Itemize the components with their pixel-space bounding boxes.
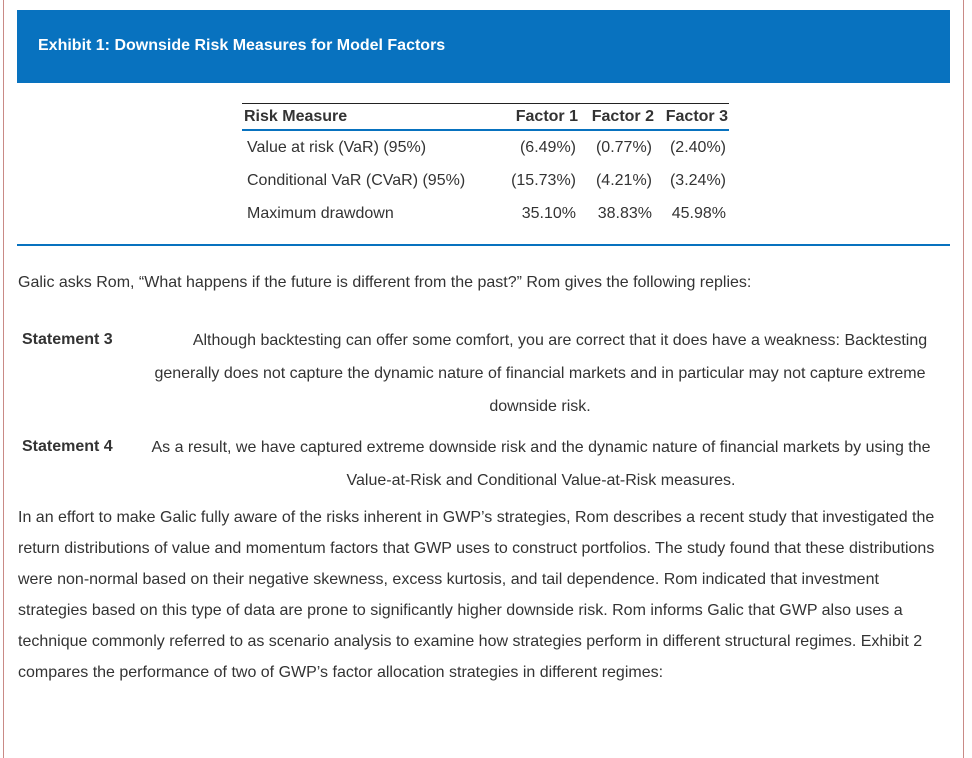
exhibit-divider [17,244,950,246]
statement-text: Although backtesting can offer some comfort, you are correct that it does have a weakness: Backtesting generally does not capture the dynamic nature of financial markets and in particular may not capture extreme downside risk. [154,332,928,415]
value-cell: (3.24%) [669,171,726,189]
value-cell: (2.40%) [669,138,726,156]
value-cell: (0.77%) [595,138,652,156]
value-cell: 38.83% [597,204,652,222]
exhibit-header [17,10,950,83]
table-row [242,164,729,197]
column-header: Factor 1 [501,104,579,131]
measure-cell: Value at risk (VaR) (95%) [247,138,427,156]
value-cell: (15.73%) [511,171,576,189]
table-row [242,130,729,164]
value-cell: (4.21%) [595,171,652,189]
risk-measures-table [242,103,729,230]
measure-cell: Conditional VaR (CVaR) (95%) [247,171,466,189]
table-row [242,197,729,230]
body-paragraph: In an effort to make Galic fully aware of the risks inherent in GWP’s strategies, Rom describes a recent study that investigated the return distributions of value and momentum factors that GWP uses to construct portfolios. The study found that these distributions were non-normal based on their negative skewness, excess kurtosis, and tail dependence. Rom indicated that investment strategies based on this type of data are prone to significantly higher downside risk. Rom informs Galic that GWP also uses a technique commonly referred to as scenario analysis to examine how strategies perform in different structural regimes. Exhibit 2 compares the performance of two of GWP’s factor allocation strategies in different regimes: [18,509,935,681]
value-cell: 35.10% [521,204,576,222]
statement-label: Statement 4 [22,438,113,455]
value-cell: (6.49%) [519,138,576,156]
statement-text: As a result, we have captured extreme downside risk and the dynamic nature of financial markets by using the Value-at-Risk and Conditional Value-at-Risk measures. [151,439,931,489]
table-header-row [242,104,729,131]
column-header: Factor 2 [579,104,655,131]
column-header: Risk Measure [242,104,501,131]
statement-label: Statement 3 [22,331,113,348]
exhibit-title: Exhibit 1: Downside Risk Measures for Model Factors [38,37,446,54]
intro-text: Galic asks Rom, “What happens if the future is different from the past?” Rom gives the following replies: [18,274,752,291]
measure-cell: Maximum drawdown [247,204,394,222]
value-cell: 45.98% [671,204,726,222]
column-header: Factor 3 [655,104,729,131]
